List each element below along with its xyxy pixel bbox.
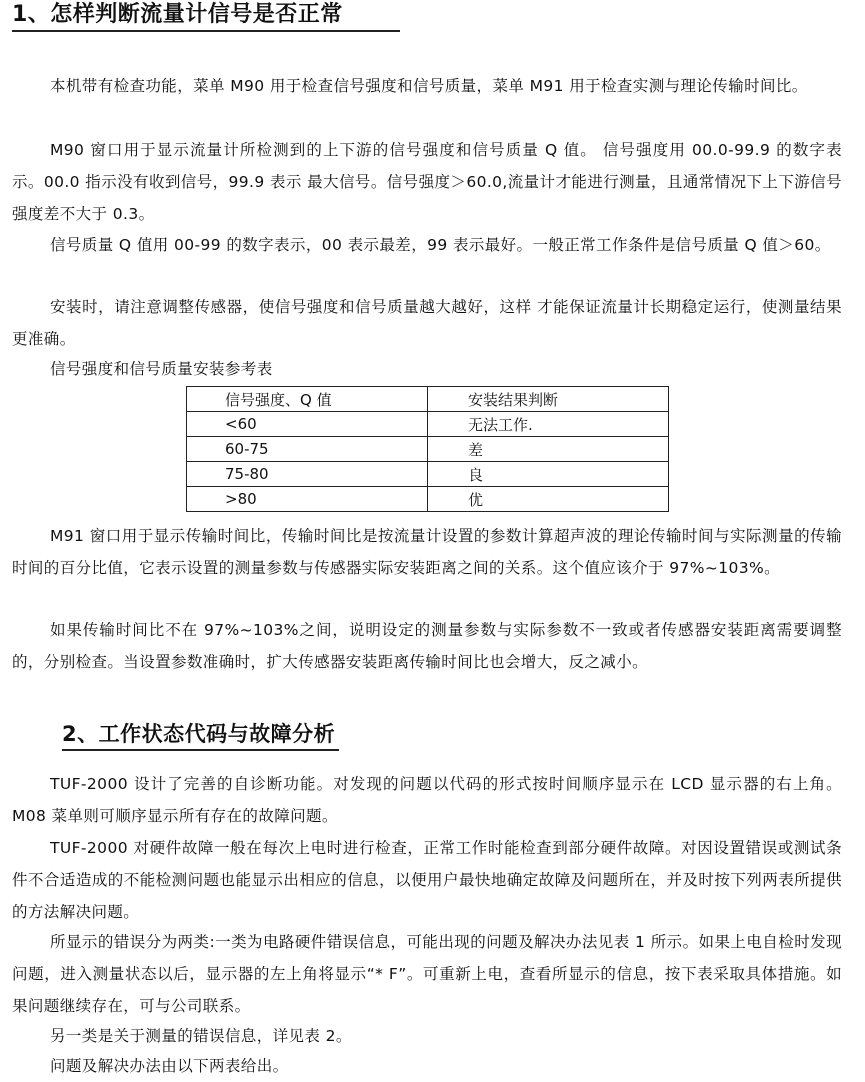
paragraph-ratio-out-of-range: 如果传输时间比不在 97%~103%之间，说明设定的测量参数与实际参数不一致或者传感器安装距离需要调整的，分别检查。当设置参数准确时，扩大传感器安装距离传输时间比也会增大，反之减小。 (12, 621, 842, 671)
table-cell: <60 (187, 412, 428, 437)
table-cell: >80 (187, 487, 428, 512)
table-cell: 60-75 (187, 437, 428, 462)
section-2-heading: 2、工作状态代码与故障分析 (62, 719, 339, 751)
paragraph-self-diagnosis: TUF-2000 设计了完善的自诊断功能。对发现的问题以代码的形式按时间顺序显示在 LCD 显示器的右上角。M08 菜单则可顺序显示所有存在的故障问题。 (12, 775, 842, 825)
table-header-cell: 安装结果判断 (428, 387, 669, 412)
paragraph-error-types: 所显示的错误分为两类:一类为电路硬件错误信息，可能出现的问题及解决办法见表 1 所示。如果上电自检时发现问题，进入测量状态以后，显示器的左上角将显示“* F”。可重新上电，查看所显示的信息，按下表采取具体措施。如果问题继续存在，可与公司联系。 (12, 933, 842, 1015)
table-cell: 优 (428, 487, 669, 512)
paragraph-signal-quality: 信号质量 Q 值用 00-99 的数字表示，00 表示最差，99 表示最好。一般正常工作条件是信号质量 Q 值＞60。 (50, 236, 831, 254)
table-row (187, 437, 669, 462)
signal-reference-table (186, 386, 669, 512)
paragraph-tables-intro: 问题及解决办法由以下两表给出。 (50, 1057, 289, 1075)
section-1-heading: 1、怎样判断流量计信号是否正常 (12, 0, 400, 32)
table-cell: 无法工作. (428, 412, 669, 437)
table-row (187, 462, 669, 487)
table-header-cell: 信号强度、Q 值 (187, 387, 428, 412)
paragraph-menu-check: 本机带有检查功能，菜单 M90 用于检查信号强度和信号质量，菜单 M91 用于检查实测与理论传输时间比。 (50, 77, 808, 95)
table-cell: 75-80 (187, 462, 428, 487)
paragraph-measurement-errors: 另一类是关于测量的错误信息，详见表 2。 (50, 1027, 352, 1045)
table-cell: 良 (428, 462, 669, 487)
paragraph-hardware-check: TUF-2000 对硬件故障一般在每次上电时进行检查，正常工作时能检查到部分硬件故障。对因设置错误或测试条件不合适造成的不能检测问题也能显示出相应的信息，以便用户最快地确定故障及问题所在，并及时按下列两表所提供的方法解决问题。 (12, 839, 842, 921)
table-row (187, 487, 669, 512)
paragraph-m90-signal-strength: M90 窗口用于显示流量计所检测到的上下游的信号强度和信号质量 Q 值。 信号强度用 00.0-99.9 的数字表示。00.0 指示没有收到信号，99.9 表示 最大信号。信号强度＞60.0,流量计才能进行测量，且通常情况下上下游信号强度差不大于 0.3。 (12, 141, 842, 223)
table-row (187, 412, 669, 437)
paragraph-installation-tip: 安装时，请注意调整传感器，使信号强度和信号质量越大越好，这样 才能保证流量计长期稳定运行，使测量结果更准确。 (12, 298, 842, 348)
table-caption: 信号强度和信号质量安装参考表 (50, 360, 273, 378)
paragraph-m91-ratio: M91 窗口用于显示传输时间比，传输时间比是按流量计设置的参数计算超声波的理论传输时间与实际测量的传输时间的百分比值，它表示设置的测量参数与传感器实际安装距离之间的关系。这个值应该介于 97%~103%。 (12, 527, 842, 577)
table-cell: 差 (428, 437, 669, 462)
table-header-row (187, 387, 669, 412)
